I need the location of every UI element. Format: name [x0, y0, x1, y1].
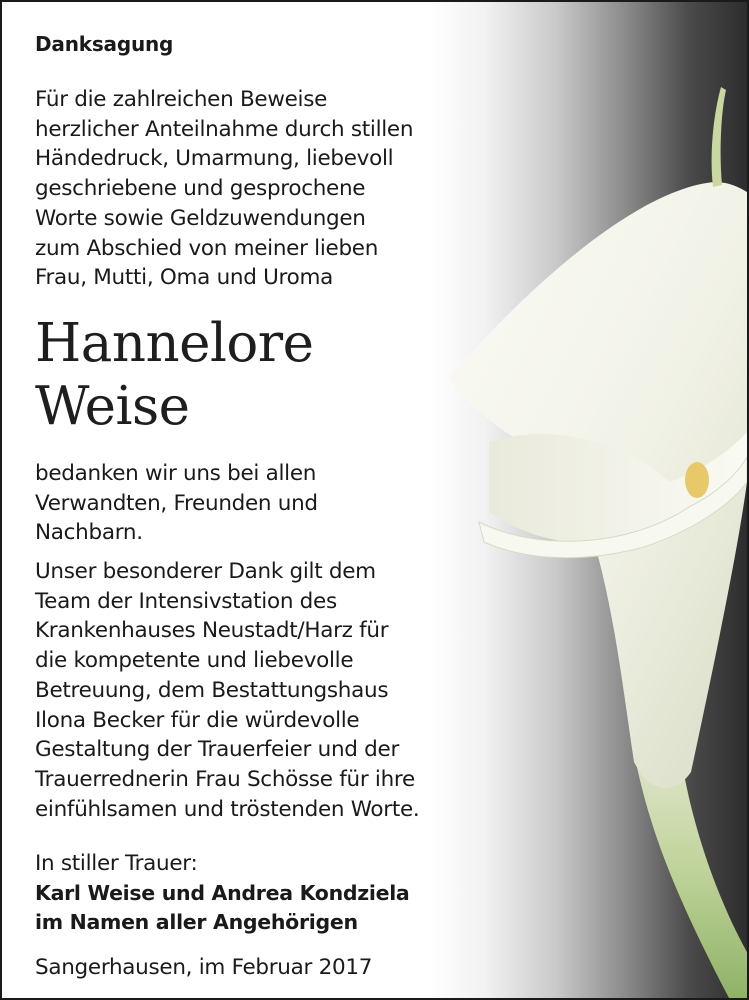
thanks-line: bedanken wir uns bei allen: [35, 461, 317, 486]
thanks-line: Nachbarn.: [35, 520, 143, 545]
calla-lily-icon: [429, 2, 747, 998]
intro-paragraph: [35, 85, 413, 293]
calla-lily-photo: [429, 2, 747, 998]
first-name: Hannelore: [35, 313, 314, 374]
signed-line: im Namen aller Angehörigen: [35, 910, 358, 934]
heading: Danksagung: [35, 32, 174, 56]
thanks-paragraph: [35, 459, 318, 548]
mourning-block: [35, 849, 409, 938]
special-line: Unser besonderer Dank gilt dem: [35, 559, 376, 584]
special-line: die kompetente und liebevolle: [35, 648, 354, 674]
intro-line: Händedruck, Umarmung, liebevoll: [35, 146, 394, 172]
last-name: Weise: [35, 376, 190, 437]
mourning-intro: In stiller Trauer:: [35, 851, 198, 876]
intro-line: Frau, Mutti, Oma und Uroma: [35, 265, 333, 291]
special-line: Betreuung, dem Bestattungshaus: [35, 677, 389, 703]
intro-line: Worte sowie Geldzuwendungen: [35, 205, 366, 231]
special-line: Ilona Becker für die würdevolle: [35, 707, 360, 733]
special-line: Krankenhauses Neustadt/Harz für: [35, 618, 389, 644]
intro-line: Für die zahlreichen Beweise: [35, 87, 328, 112]
special-line: einfühlsamen und tröstenden Worte.: [35, 796, 420, 822]
intro-line: zum Abschied von meiner lieben: [35, 235, 379, 261]
special-line: Team der Intensivstation des: [35, 588, 337, 614]
intro-line: herzlicher Anteilnahme durch stillen: [35, 116, 414, 142]
place-date: Sangerhausen, im Februar 2017: [35, 955, 373, 980]
intro-line: geschriebene und gesprochene: [35, 176, 366, 202]
deceased-name: [35, 312, 314, 438]
special-line: Gestaltung der Trauerfeier und der: [35, 737, 399, 763]
special-line: Trauerrednerin Frau Schösse für ihre: [35, 766, 415, 792]
signed-line: Karl Weise und Andrea Kondziela: [35, 880, 410, 905]
thanks-line: Verwandten, Freunden und: [35, 490, 318, 516]
special-thanks-paragraph: [35, 557, 419, 824]
